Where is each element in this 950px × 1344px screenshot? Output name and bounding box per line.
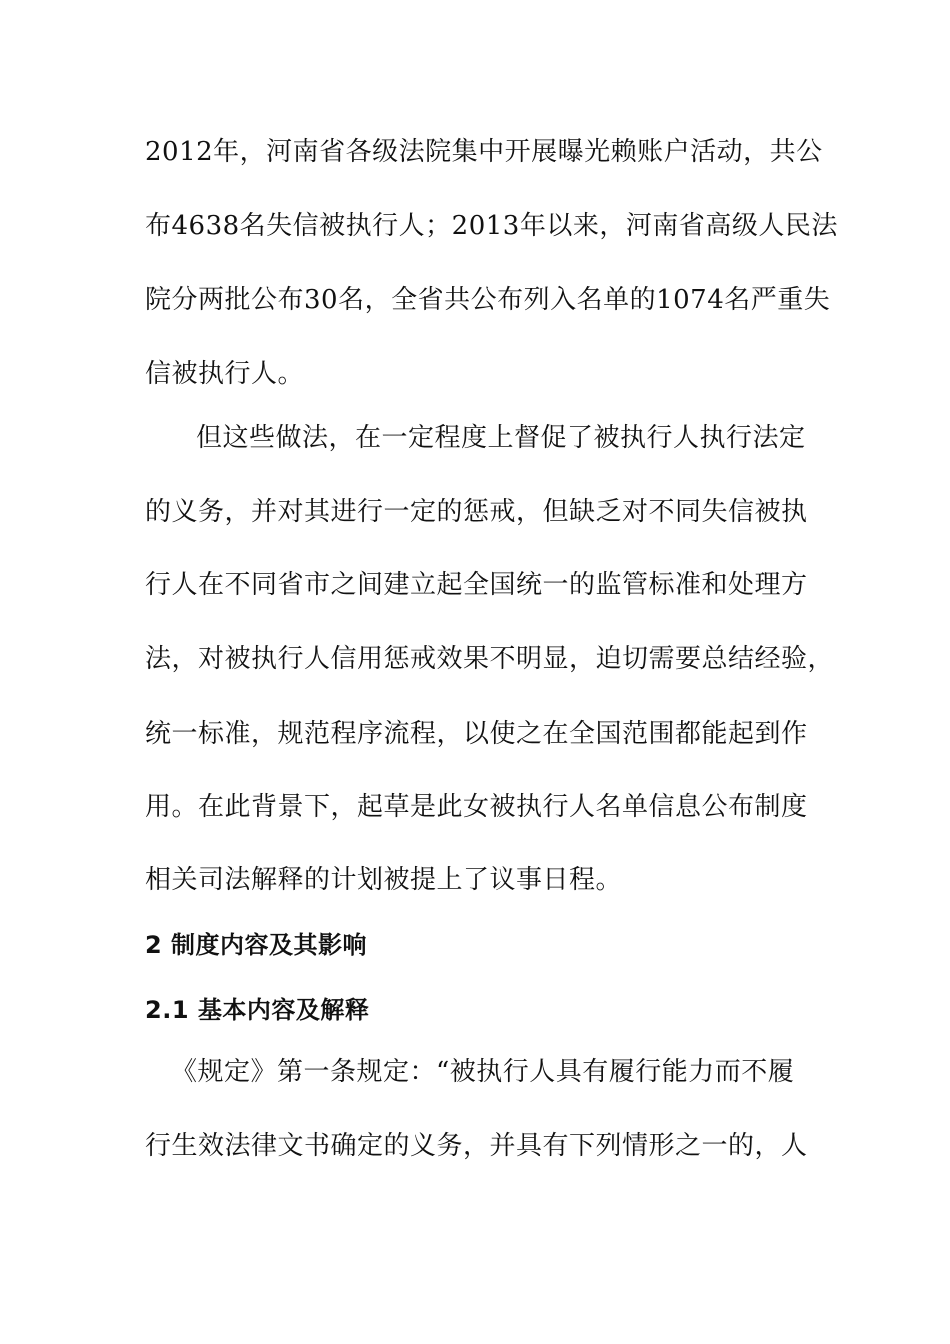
paragraph-2-line-1: 但这些做法，在一定程度上督促了被执行人执行法定 — [196, 423, 806, 453]
paragraph-2-line-6: 用。在此背景下，起草是此女被执行人名单信息公布制度 — [145, 792, 808, 822]
paragraph-2-line-5: 统一标准，规范程序流程，以使之在全国范围都能起到作 — [145, 719, 808, 749]
paragraph-3-line-1: 《规定》第一条规定：“被执行人具有履行能力而不履 — [171, 1057, 795, 1087]
paragraph-3-line-2: 行生效法律文书确定的义务，并具有下列情形之一的，人 — [145, 1131, 808, 1161]
paragraph-2-line-7: 相关司法解释的计划被提上了议事日程。 — [145, 865, 623, 895]
subsection-heading: 2.1 基本内容及解释 — [145, 996, 370, 1024]
paragraph-2-line-4: 法，对被执行人信用惩戒效果不明显，迫切需要总结经验， — [145, 644, 835, 674]
paragraph-1-line-3: 院分两批公布30名，全省共公布列入名单的1074名严重失 — [145, 285, 831, 315]
section-heading: 2 制度内容及其影响 — [145, 931, 368, 959]
paragraph-1-line-4: 信被执行人。 — [145, 359, 305, 389]
paragraph-1-line-2: 布4638名失信被执行人；2013年以来，河南省高级人民法 — [145, 211, 838, 241]
paragraph-1-line-1: 2012年，河南省各级法院集中开展曝光赖账户活动，共公 — [145, 137, 823, 167]
paragraph-2-line-2: 的义务，并对其进行一定的惩戒，但缺乏对不同失信被执 — [145, 497, 808, 527]
paragraph-2-line-3: 行人在不同省市之间建立起全国统一的监管标准和处理方 — [145, 570, 808, 600]
